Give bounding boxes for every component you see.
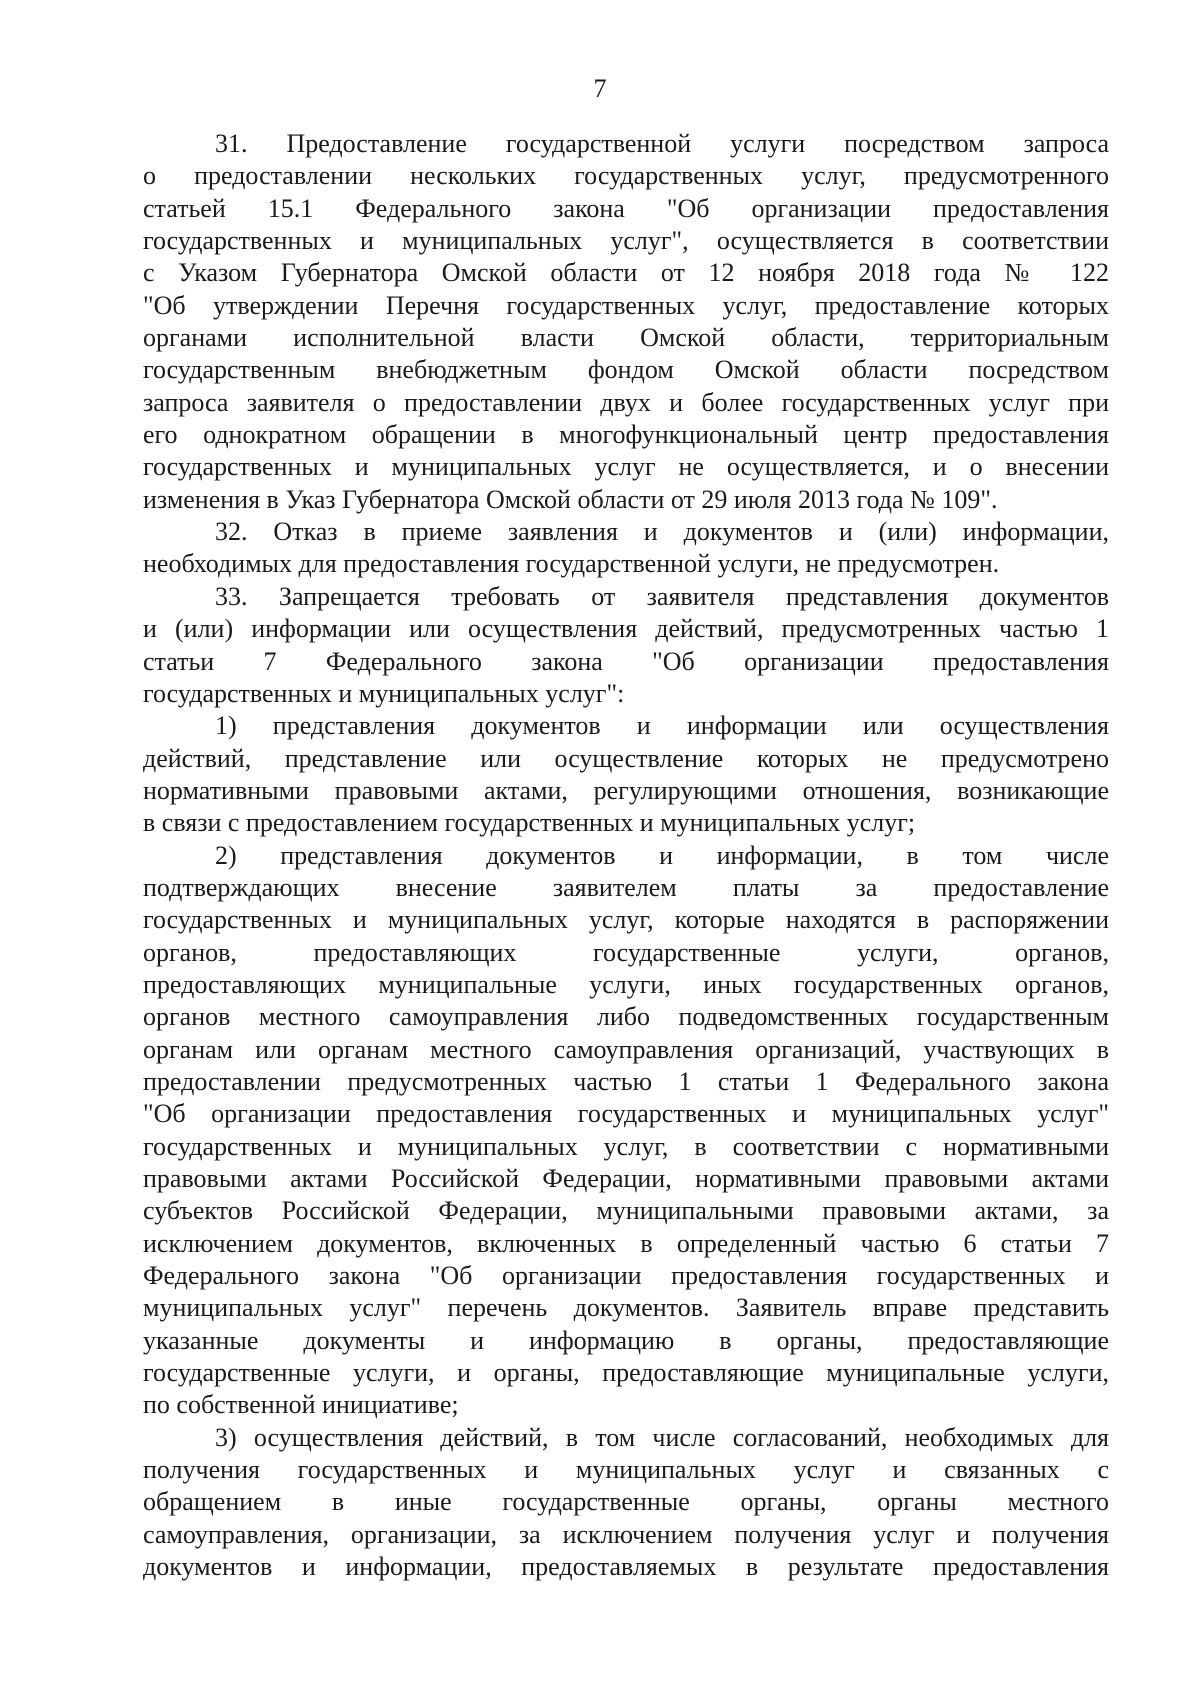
paragraph-31 [143, 128, 1109, 516]
text-line: статьи 7 Федерального закона "Об организации предоставления [143, 646, 1109, 676]
text-line: государственные услуги, и органы, предоставляющие муниципальные услуги, [143, 1358, 1109, 1388]
text-line: Федерального закона "Об организации предоставления государственных и [143, 1261, 1109, 1291]
text-line: 33. Запрещается требовать от заявителя представления документов [215, 581, 1109, 611]
text-line: с Указом Губернатора Омской области от 12 ноября 2018 года № 122 [143, 258, 1109, 288]
text-line: предоставлении предусмотренных частью 1 статьи 1 Федерального закона [143, 1066, 1109, 1096]
text-line: получения государственных и муниципальных услуг и связанных с [143, 1455, 1109, 1485]
text-line: органами исполнительной власти Омской области, территориальным [143, 323, 1109, 353]
text-line: государственных и муниципальных услуг": [143, 678, 625, 708]
paragraph-33-item-1 [143, 710, 1109, 839]
text-line: необходимых для предоставления государственной услуги, не предусмотрен. [143, 549, 1000, 579]
text-line: о предоставлении нескольких государственных услуг, предусмотренного [143, 161, 1109, 191]
text-line: 3) осуществления действий, в том числе согласований, необходимых для [215, 1422, 1109, 1452]
paragraph-33-item-3 [143, 1422, 1109, 1584]
text-line: государственных и муниципальных услуг не осуществляется, и о внесении [143, 452, 1109, 482]
text-line: нормативными правовыми актами, регулирующими отношения, возникающие [143, 775, 1109, 805]
text-line: его однократном обращении в многофункциональный центр предоставления [143, 420, 1109, 450]
text-line: муниципальных услуг" перечень документов. Заявитель вправе представить [143, 1293, 1109, 1323]
text-line: и (или) информации или осуществления действий, предусмотренных частью 1 [143, 614, 1109, 644]
paragraph-33 [143, 581, 1109, 710]
text-line: указанные документы и информацию в органы, предоставляющие [143, 1325, 1109, 1355]
text-line: 1) представления документов и информации или осуществления [215, 711, 1109, 741]
text-line: государственных и муниципальных услуг", осуществляется в соответствии [143, 226, 1109, 256]
text-line: 31. Предоставление государственной услуги посредством запроса [215, 129, 1109, 158]
text-line: государственных и муниципальных услуг, которые находятся в распоряжении [143, 905, 1109, 935]
text-line: органов, предоставляющих государственные услуги, органов, [143, 937, 1109, 967]
text-line: предоставляющих муниципальные услуги, иных государственных органов, [143, 969, 1109, 999]
text-line: в связи с предоставлением государственных и муниципальных услуг; [143, 808, 916, 838]
text-line: действий, представление или осуществление которых не предусмотрено [143, 743, 1109, 773]
text-line: обращением в иные государственные органы, органы местного [143, 1487, 1109, 1517]
text-line: органам или органам местного самоуправления организаций, участвующих в [143, 1034, 1109, 1064]
text-line: органов местного самоуправления либо подведомственных государственным [143, 1002, 1109, 1032]
paragraph-32 [143, 516, 1109, 581]
text-line: "Об организации предоставления государственных и муниципальных услуг" [143, 1099, 1109, 1129]
text-line: изменения в Указ Губернатора Омской области от 29 июля 2013 года № 109". [143, 484, 998, 514]
text-line: 2) представления документов и информации, в том числе [215, 840, 1109, 870]
text-line: субъектов Российской Федерации, муниципальными правовыми актами, за [143, 1196, 1109, 1226]
text-line: запроса заявителя о предоставлении двух и более государственных услуг при [143, 387, 1109, 417]
page-number: 7 [593, 74, 607, 103]
text-line: 32. Отказ в приеме заявления и документов и (или) информации, [215, 517, 1109, 547]
text-line: "Об утверждении Перечня государственных услуг, предоставление которых [143, 290, 1109, 320]
text-line: самоуправления, организации, за исключением получения услуг и получения [143, 1519, 1109, 1549]
text-line: документов и информации, предоставляемых в результате предоставления [143, 1552, 1109, 1582]
document-body [143, 128, 1109, 1583]
paragraph-33-item-2 [143, 840, 1109, 1422]
text-line: государственных и муниципальных услуг, в соответствии с нормативными [143, 1131, 1109, 1161]
text-line: исключением документов, включенных в определенный частью 6 статьи 7 [143, 1228, 1109, 1258]
text-line: правовыми актами Российской Федерации, нормативными правовыми актами [143, 1164, 1109, 1193]
text-line: статьей 15.1 Федерального закона "Об организации предоставления [143, 193, 1109, 223]
text-line: государственным внебюджетным фондом Омской области посредством [143, 355, 1109, 385]
text-line: подтверждающих внесение заявителем платы за предоставление [143, 872, 1109, 902]
text-line: по собственной инициативе; [143, 1390, 459, 1420]
